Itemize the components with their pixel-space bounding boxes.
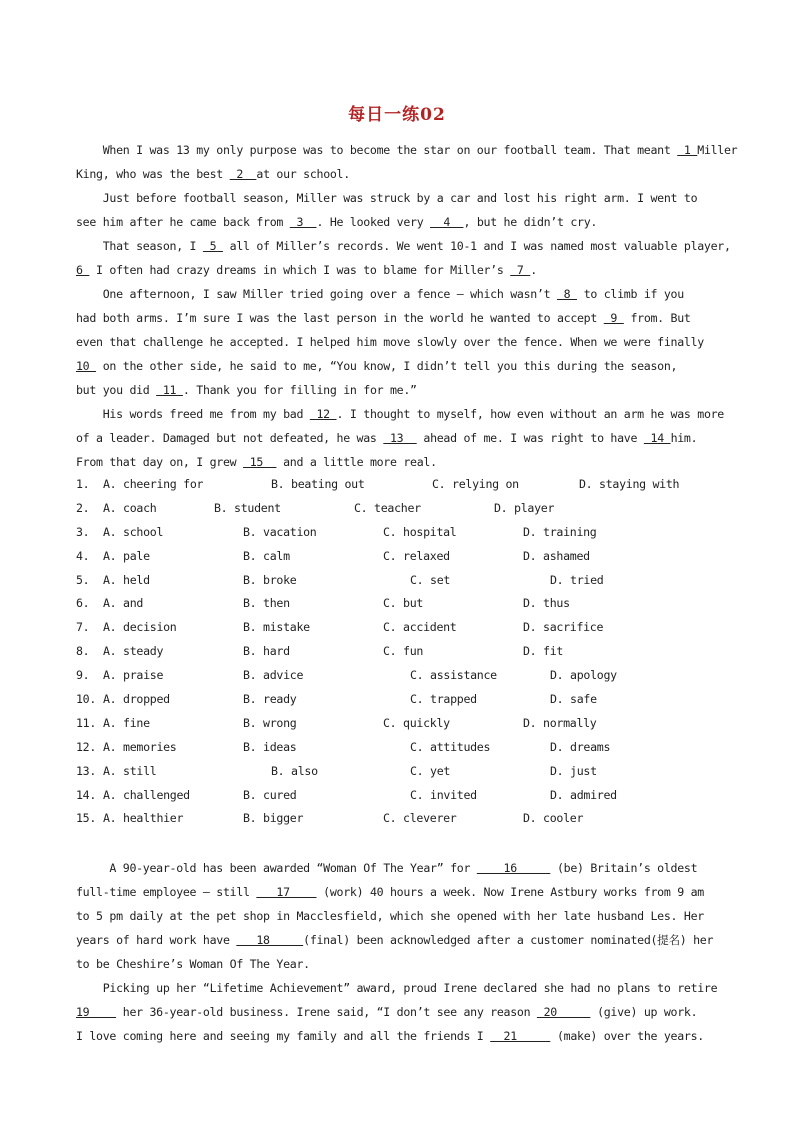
option-row bbox=[76, 807, 756, 831]
answer-option: B. vacation bbox=[243, 524, 317, 539]
answer-option: C. relying on bbox=[432, 477, 519, 491]
text-segment: on the other side, he said to me, “You know, I didn’t tell you this during the season, bbox=[96, 359, 678, 373]
answer-option: D. player bbox=[494, 500, 555, 515]
answer-option: C. invited bbox=[410, 787, 477, 802]
text-line bbox=[76, 450, 718, 474]
question-number: 7. bbox=[76, 620, 90, 635]
answer-option: C. trapped bbox=[410, 692, 477, 707]
answer-option: D. cooler bbox=[523, 811, 584, 826]
text-segment: (be) Britain’s oldest bbox=[550, 861, 698, 875]
text-line bbox=[76, 928, 718, 952]
text-line bbox=[76, 904, 718, 928]
answer-option: C. set bbox=[410, 572, 451, 587]
text-segment: to 5 pm daily at the pet shop in Macclesfield, which she opened with her late husband Les. Her bbox=[76, 909, 704, 923]
text-line bbox=[76, 282, 718, 306]
blank: 12 bbox=[309, 407, 337, 421]
answer-option: C. fun bbox=[383, 644, 424, 659]
page-title: 每日一练02 bbox=[348, 105, 446, 125]
text-segment: Picking up her “Lifetime Achievement” award, proud Irene declared she had no plans to retire bbox=[76, 981, 718, 995]
answer-option: B. bigger bbox=[243, 811, 304, 826]
answer-option: B. calm bbox=[243, 548, 290, 563]
answer-option: C. but bbox=[383, 596, 424, 611]
blank: 9 bbox=[603, 311, 624, 325]
answer-option: A. pale bbox=[103, 548, 150, 563]
answer-option: A. decision bbox=[103, 620, 177, 635]
answer-option: C. quickly bbox=[383, 715, 450, 730]
option-row bbox=[76, 569, 756, 593]
blank: 2 bbox=[229, 167, 257, 181]
option-row bbox=[76, 712, 756, 736]
question-number: 5. bbox=[76, 572, 90, 587]
answer-option: B. cured bbox=[243, 787, 297, 802]
option-row bbox=[76, 736, 756, 760]
blank: 17 bbox=[256, 885, 317, 899]
answer-option: C. relaxed bbox=[383, 548, 450, 563]
answer-option: D. just bbox=[550, 763, 597, 778]
answer-option: A. fine bbox=[103, 715, 150, 730]
blank: 16 bbox=[476, 861, 551, 875]
answer-option: B. beating out bbox=[271, 477, 365, 491]
blank: 3 bbox=[289, 215, 317, 229]
answer-option: D. fit bbox=[523, 644, 564, 659]
text-segment: . I thought to myself, how even without an arm he was more bbox=[336, 407, 724, 421]
blank: 15 bbox=[243, 455, 277, 469]
answer-option: A. challenged bbox=[103, 787, 190, 802]
cloze-passage bbox=[76, 138, 738, 474]
question-number: 3. bbox=[76, 524, 90, 539]
option-row bbox=[76, 760, 756, 784]
text-line bbox=[76, 856, 718, 880]
question-number: 10. bbox=[76, 692, 97, 707]
answer-option: D. apology bbox=[550, 668, 617, 683]
answer-option: C. hospital bbox=[383, 524, 457, 539]
text-segment: all of Miller’s records. We went 10-1 and I was named most valuable player, bbox=[222, 239, 731, 253]
text-line bbox=[76, 354, 718, 378]
answer-option: D. training bbox=[523, 524, 597, 539]
text-segment: A 90-year-old has been awarded “Woman Of The Year” for bbox=[76, 861, 477, 875]
question-number: 15. bbox=[76, 811, 97, 826]
option-row bbox=[76, 640, 756, 664]
text-segment: His words freed me from my bad bbox=[76, 407, 310, 421]
text-line bbox=[76, 210, 718, 234]
answer-option: B. hard bbox=[243, 644, 290, 659]
text-line bbox=[76, 1000, 718, 1024]
text-segment: years of hard work have bbox=[76, 933, 237, 947]
answer-option: D. safe bbox=[550, 692, 597, 707]
text-segment: at our school. bbox=[256, 167, 350, 181]
grammar-passage bbox=[76, 856, 718, 1048]
answer-option: B. student bbox=[214, 500, 281, 515]
answer-option: D. dreams bbox=[550, 739, 611, 754]
text-line bbox=[76, 186, 718, 210]
blank: 7 bbox=[510, 263, 531, 277]
text-segment: (give) up work. bbox=[590, 1005, 698, 1019]
question-number: 9. bbox=[76, 668, 90, 683]
question-number: 14. bbox=[76, 787, 97, 802]
answer-option: B. advice bbox=[243, 668, 304, 683]
text-line bbox=[76, 330, 718, 354]
blank: 19 bbox=[76, 1005, 117, 1019]
answer-option: A. steady bbox=[103, 644, 164, 659]
answer-option: D. staying with bbox=[579, 477, 680, 491]
answer-option: D. ashamed bbox=[523, 548, 590, 563]
answer-option: B. also bbox=[271, 763, 318, 778]
text-line bbox=[76, 306, 718, 330]
blank: 14 bbox=[643, 431, 671, 445]
answer-option: B. wrong bbox=[243, 715, 297, 730]
answer-option: C. cleverer bbox=[383, 811, 457, 826]
question-number: 6. bbox=[76, 596, 90, 611]
answer-option: A. held bbox=[103, 572, 150, 587]
blank: 5 bbox=[202, 239, 223, 253]
text-segment: and a little more real. bbox=[276, 455, 437, 469]
answer-option: B. ideas bbox=[243, 739, 297, 754]
answer-option: C. teacher bbox=[354, 500, 421, 515]
question-number: 4. bbox=[76, 548, 90, 563]
blank: 11 bbox=[156, 383, 183, 397]
text-segment: That season, I bbox=[76, 239, 203, 253]
answer-option: B. ready bbox=[243, 692, 297, 707]
text-segment: (work) 40 hours a week. Now Irene Astbury works from 9 am bbox=[316, 885, 704, 899]
answer-option: B. mistake bbox=[243, 620, 310, 635]
answer-option: B. broke bbox=[243, 572, 297, 587]
text-segment: (make) over the years. bbox=[550, 1029, 704, 1043]
option-row bbox=[76, 521, 756, 545]
text-line bbox=[76, 162, 718, 186]
text-segment: When I was 13 my only purpose was to become the star on our football team. That meant bbox=[76, 143, 678, 157]
text-segment: to be Cheshire’s Woman Of The Year. bbox=[76, 957, 310, 971]
text-line bbox=[76, 952, 718, 976]
text-segment: One afternoon, I saw Miller tried going over a fence — which wasn’t bbox=[76, 287, 557, 301]
option-row bbox=[76, 545, 756, 569]
text-segment: . Thank you for filling in for me.” bbox=[182, 383, 417, 397]
question-number: 1. bbox=[76, 477, 90, 491]
blank: 4 bbox=[430, 215, 464, 229]
text-segment: . He looked very bbox=[316, 215, 431, 229]
answer-option: D. admired bbox=[550, 787, 617, 802]
blank: 20 bbox=[536, 1005, 591, 1019]
text-segment: . bbox=[530, 263, 537, 277]
answer-option: D. tried bbox=[550, 572, 604, 587]
option-row bbox=[76, 784, 756, 808]
text-line bbox=[76, 976, 718, 1000]
question-number: 11. bbox=[76, 715, 97, 730]
text-segment: Just before football season, Miller was struck by a car and lost his right arm. I went to bbox=[76, 191, 698, 205]
answer-option: A. coach bbox=[103, 500, 157, 515]
text-segment: him. bbox=[670, 431, 698, 445]
text-segment: to climb if you bbox=[577, 287, 684, 301]
question-number: 13. bbox=[76, 763, 97, 778]
answer-option: A. memories bbox=[103, 739, 177, 754]
text-segment: of a leader. Damaged but not defeated, he was bbox=[76, 431, 384, 445]
blank: 8 bbox=[556, 287, 578, 301]
text-segment: Miller bbox=[697, 143, 738, 157]
text-segment: but you did bbox=[76, 383, 157, 397]
text-segment: King, who was the best bbox=[76, 167, 230, 181]
answer-option: A. still bbox=[103, 763, 157, 778]
text-segment: had both arms. I’m sure I was the last person in the world he wanted to accept bbox=[76, 311, 604, 325]
blank: 21 bbox=[490, 1029, 551, 1043]
answer-option: C. attitudes bbox=[410, 739, 491, 754]
answer-option: C. accident bbox=[383, 620, 457, 635]
text-line bbox=[76, 234, 731, 258]
text-segment: , but he didn’t cry. bbox=[463, 215, 598, 229]
option-row bbox=[76, 616, 756, 640]
text-line bbox=[76, 1024, 718, 1048]
text-segment: full-time employee — still bbox=[76, 885, 257, 899]
text-segment: I love coming here and seeing my family and all the friends I bbox=[76, 1029, 491, 1043]
answer-option: A. and bbox=[103, 596, 144, 611]
text-segment: see him after he came back from bbox=[76, 215, 290, 229]
text-line bbox=[76, 258, 718, 282]
answer-option: A. dropped bbox=[103, 692, 170, 707]
option-row bbox=[76, 473, 756, 497]
text-line bbox=[76, 402, 724, 426]
answer-option: A. cheering for bbox=[103, 477, 204, 491]
answer-option: C. yet bbox=[410, 763, 451, 778]
question-number: 2. bbox=[76, 500, 90, 515]
option-row bbox=[76, 497, 756, 521]
blank: 13 bbox=[383, 431, 417, 445]
blank: 10 bbox=[76, 359, 97, 373]
options-list bbox=[76, 473, 756, 831]
text-segment: ahead of me. I was right to have bbox=[416, 431, 644, 445]
answer-option: D. normally bbox=[523, 715, 597, 730]
question-number: 8. bbox=[76, 644, 90, 659]
option-row bbox=[76, 592, 756, 616]
answer-option: D. sacrifice bbox=[523, 620, 604, 635]
text-segment: I often had crazy dreams in which I was to blame for Miller’s bbox=[89, 263, 511, 277]
text-line bbox=[76, 378, 718, 402]
option-row bbox=[76, 688, 756, 712]
answer-option: A. healthier bbox=[103, 811, 184, 826]
answer-option: A. school bbox=[103, 524, 164, 539]
text-segment: from. But bbox=[623, 311, 691, 325]
blank: 1 bbox=[677, 143, 698, 157]
text-segment: From that day on, I grew bbox=[76, 455, 244, 469]
text-segment: (final) been acknowledged after a customer nominated(提名) her bbox=[303, 933, 714, 947]
blank: 6 bbox=[76, 263, 90, 277]
question-number: 12. bbox=[76, 739, 97, 754]
answer-option: D. thus bbox=[523, 596, 570, 611]
text-line bbox=[76, 426, 718, 450]
text-segment: her 36-year-old business. Irene said, “I don’t see any reason bbox=[116, 1005, 537, 1019]
blank: 18 bbox=[236, 933, 304, 947]
text-segment: even that challenge he accepted. I helped him move slowly over the fence. When we were finally bbox=[76, 335, 704, 349]
text-line bbox=[76, 138, 738, 162]
answer-option: B. then bbox=[243, 596, 290, 611]
answer-option: C. assistance bbox=[410, 668, 497, 683]
answer-option: A. praise bbox=[103, 668, 164, 683]
option-row bbox=[76, 664, 756, 688]
text-line bbox=[76, 880, 718, 904]
